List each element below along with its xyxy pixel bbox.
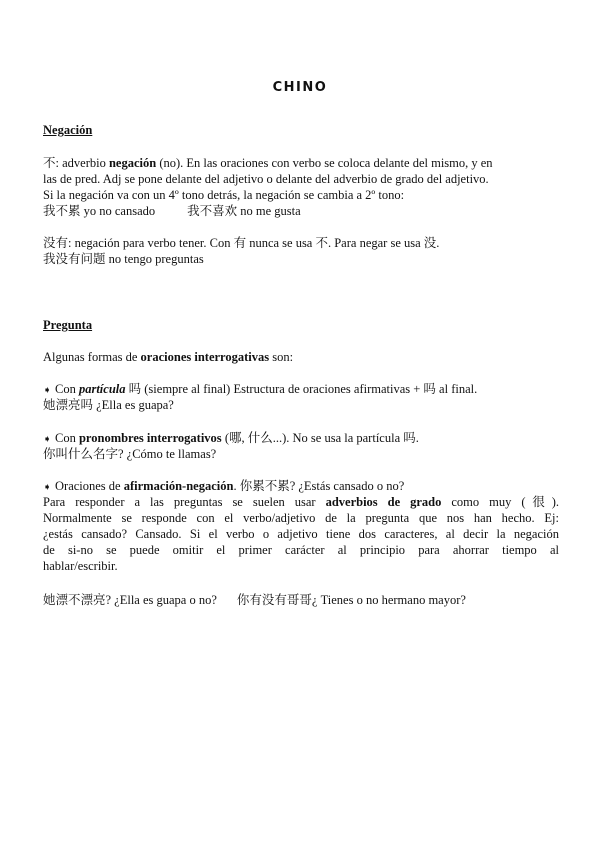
example-line: 她漂亮吗 ¿Ella es guapa? [43,398,174,412]
text-line: las de pred. Adj se pone delante del adjetivo o delante del adverbio de grado del adjetivo. [43,172,489,186]
text-line: 没有: negación para verbo tener. Con 有 nunca se usa 不. Para negar se usa 没. [43,236,440,250]
example-line: 你叫什么名字? ¿Cómo te llamas? [43,447,217,461]
bullet-pronombres: ➧ Con pronombres interrogativos (哪, 什么...). No se usa la partícula 吗. 你叫什么名字? ¿Cómo te llamas? [43,430,559,462]
heading-pregunta: Pregunta [43,318,93,332]
bullet-icon: ➧ [43,385,52,396]
bullet-particula: ➧ Con partícula 吗 (siempre al final) Estructura de oraciones afirmativas + 吗 al final. 她漂亮吗 ¿Ella es guapa? [43,381,559,413]
document-title: CHINO [272,80,328,95]
bullet-afirmacion-negacion: ➧ Oraciones de afirmación-negación. 你累不累? ¿Estás cansado o no? Para responder a las preguntas se suelen usar adverbios de grado como muy (很). Normalmente se responde con el verbo/adjetivo de la pregunta que nos han hecho. Ej: ¿estás cansado? Cansado. Si el verbo o adjetivo tiene dos caracteres, al decir la negación de si-no se puede omitir el primer carácter al principio para ahorrar tiempo al hablar/escribir. [43,479,560,573]
pregunta-intro: Algunas formas de oraciones interrogativas son: [43,350,294,364]
text-line: 不: adverbio negación (no). En las oraciones con verbo se coloca delante del mismo, y en [43,156,493,170]
justified-paragraph: Para responder a las preguntas se suelen usar adverbios de grado como muy (很). Normalmente se responde con el verbo/adjetivo de la pregunta que nos han hecho. Ej: ¿estás cansado? Cansado. Si el verbo o adjetivo tiene dos caracteres, al decir la negación de si-no se puede omitir el primer carácter al principio para ahorrar tiempo al hablar/escribir. [43,495,560,573]
bullet-icon: ➧ [43,434,52,445]
example-line: 我没有问题 no tengo preguntas [43,252,204,266]
heading-negacion: Negación [43,123,93,137]
bullet-icon: ➧ [43,482,52,493]
pregunta-examples: 她漂不漂亮? ¿Ella es guapa o no? 你有没有哥哥¿ Tienes o no hermano mayor? [43,593,466,607]
negacion-paragraph-2 [43,235,559,267]
text-line: Si la negación va con un 4º tono detrás, la negación se cambia a 2º tono: [43,188,405,202]
example-line: 我不累 yo no cansado 我不喜欢 no me gusta [43,204,301,218]
negacion-paragraph-1 [43,155,559,219]
